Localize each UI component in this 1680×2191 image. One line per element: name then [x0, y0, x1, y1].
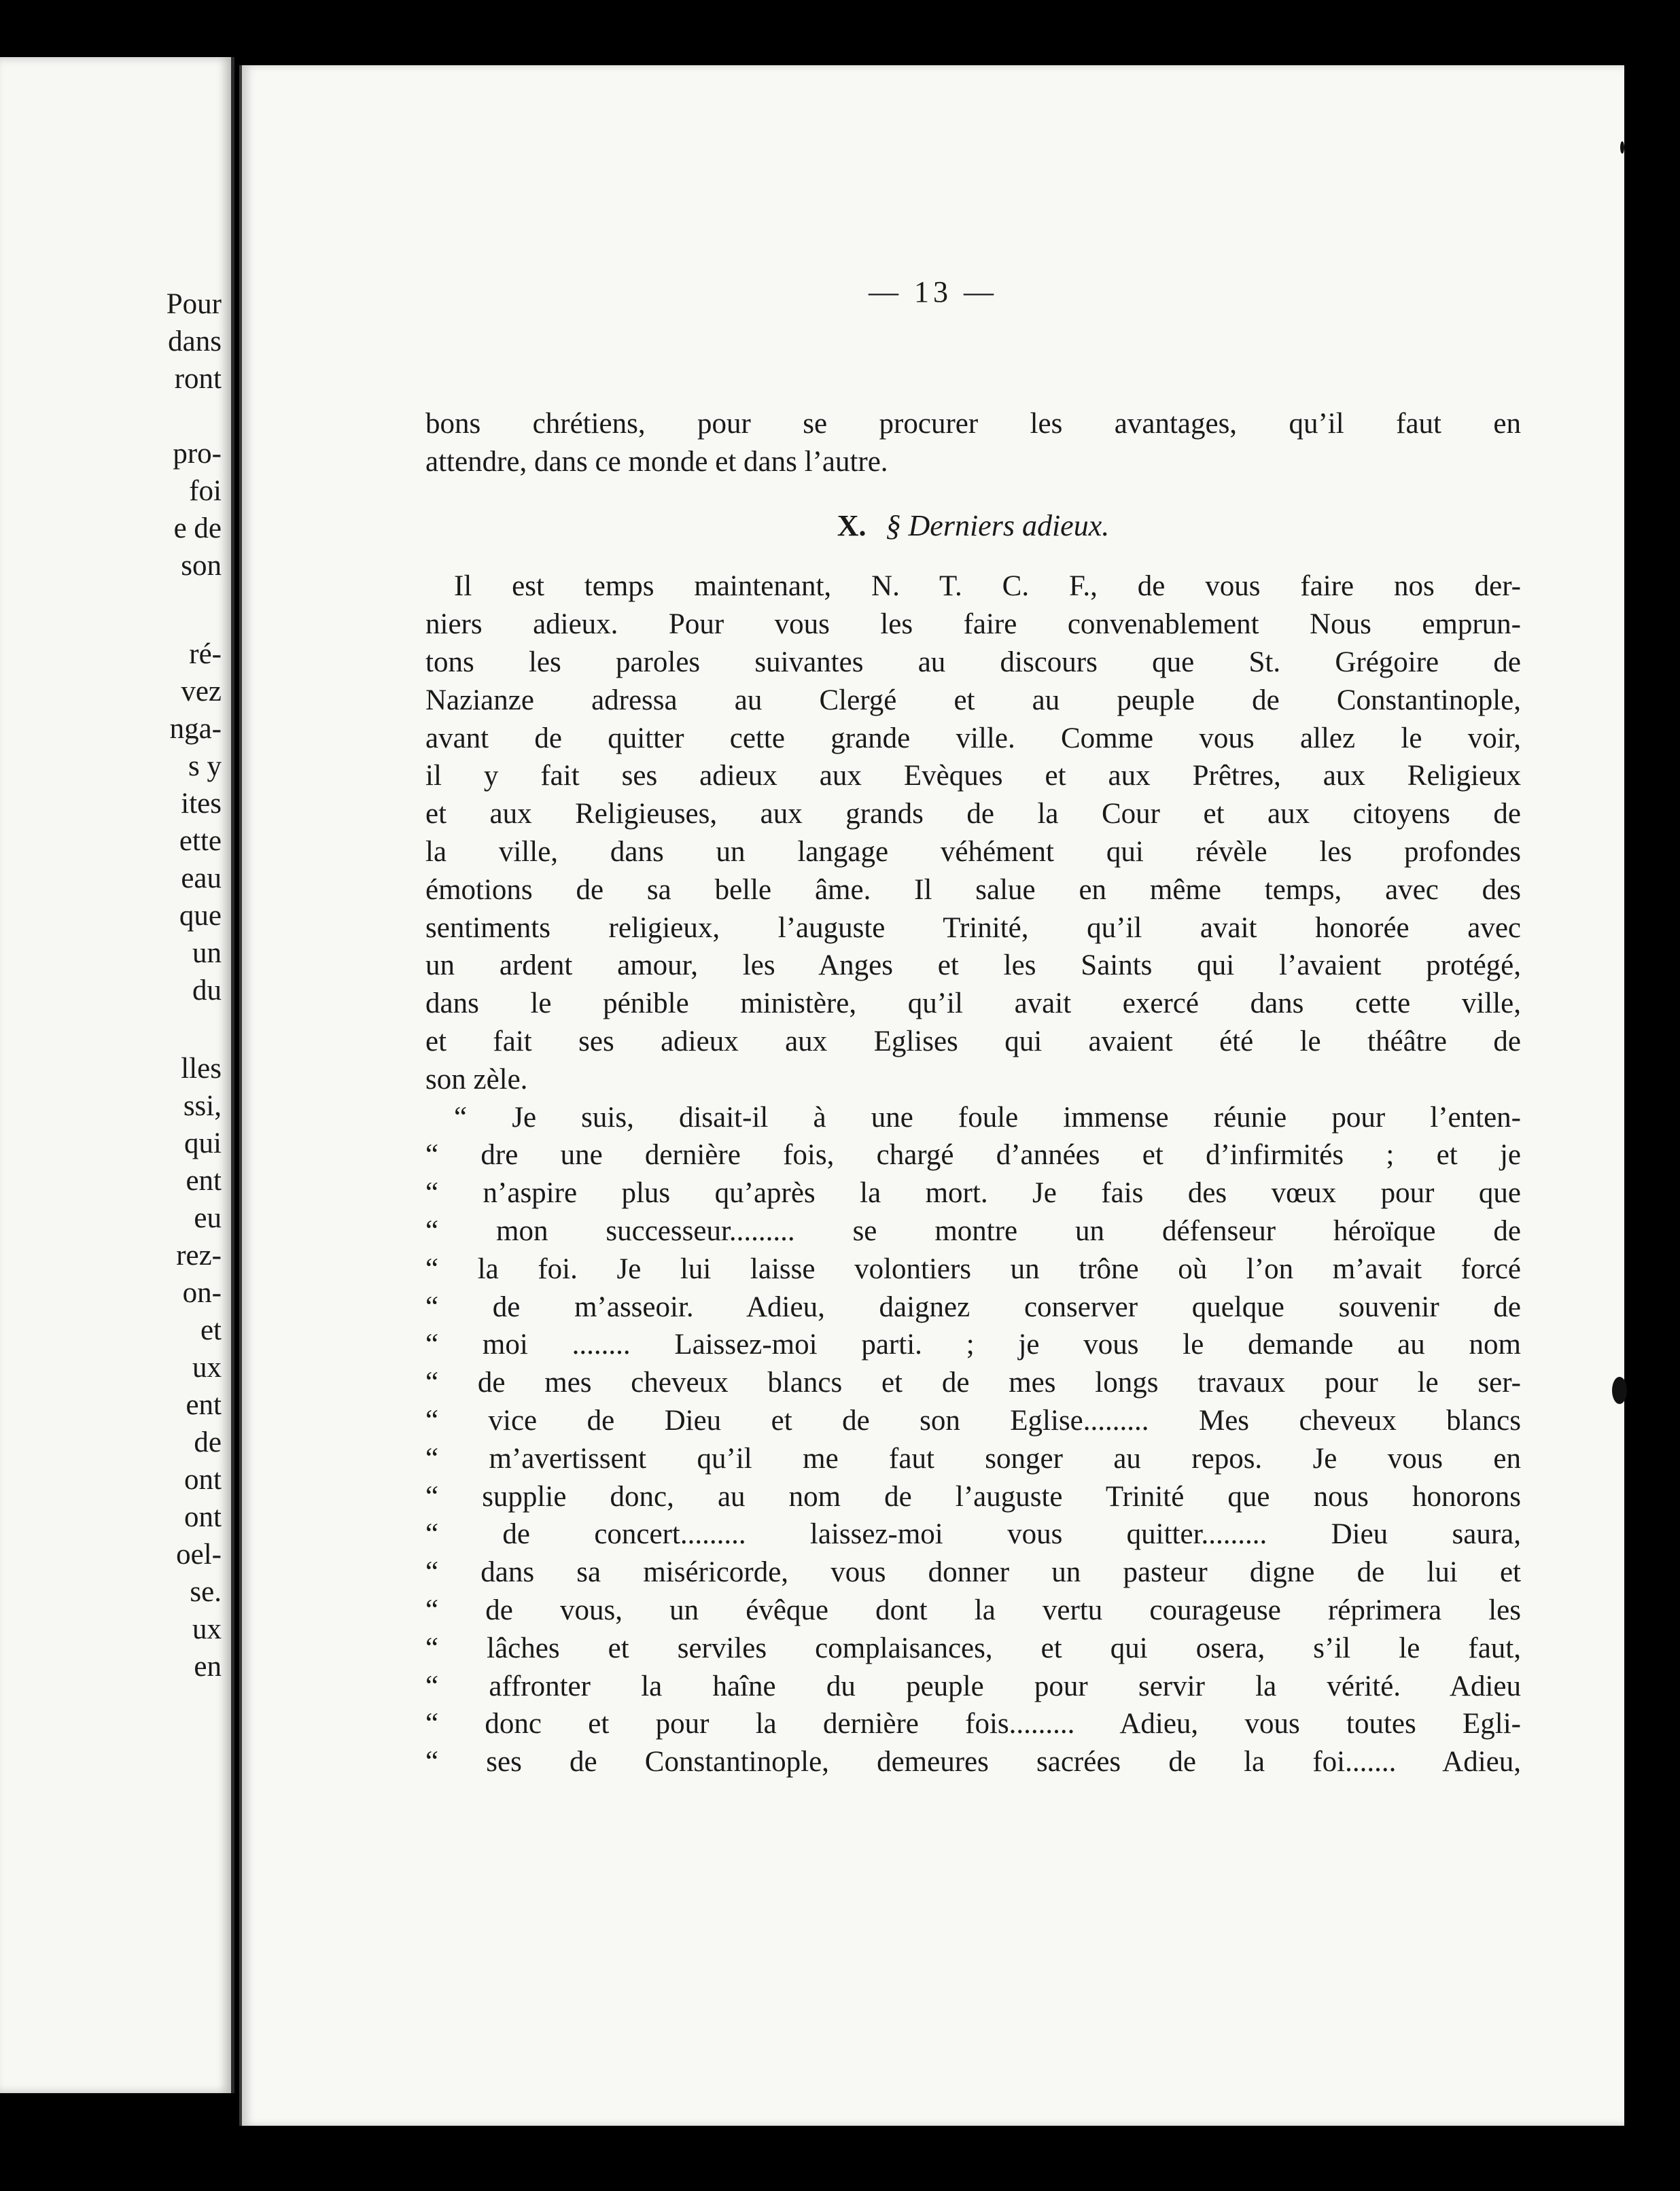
text-line: son zèle. — [425, 1063, 528, 1096]
section-title: § Derniers adieux. — [886, 508, 1110, 542]
left-page-text-fragment: pro- — [173, 438, 222, 470]
text-line: “ mon successeur......... se montre un défenseur héroïque de — [425, 1214, 1521, 1247]
text-line: il y fait ses adieux aux Evèques et aux Prêtres, aux Religieux — [425, 760, 1521, 792]
text-column — [425, 405, 1521, 1781]
text-line: “ lâches et serviles complaisances, et qui osera, s’il le faut, — [425, 1632, 1521, 1664]
left-page-text-fragment: foi — [189, 475, 222, 507]
text-line: “ la foi. Je lui laisse volontiers un trône où l’on m’avait forcé — [425, 1252, 1521, 1285]
text-line: “ moi ........ Laissez-moi parti. ; je vous le demande au nom — [425, 1329, 1521, 1361]
left-page-text-fragment: se. — [190, 1576, 222, 1608]
text-line: “ supplie donc, au nom de l’auguste Trinité que nous honorons — [425, 1480, 1521, 1513]
body-paragraph — [425, 567, 1521, 1098]
intro-paragraph — [425, 405, 1521, 481]
text-line: sentiments religieux, l’auguste Trinité, qu’il avait honorée avec — [425, 911, 1521, 944]
left-page-text-fragment: ont — [184, 1464, 222, 1496]
left-page-text-fragment: ré- — [189, 638, 222, 670]
text-line: “ de vous, un évêque dont la vertu courageuse réprimera les — [425, 1594, 1521, 1626]
left-page-text-fragment: du — [192, 975, 222, 1006]
left-page-text-fragment: Pour — [166, 288, 222, 320]
left-page-text-fragment: oel- — [176, 1539, 222, 1571]
left-page-text-fragment: dans — [168, 326, 222, 357]
text-line: attendre, dans ce monde et dans l’autre. — [425, 445, 888, 478]
text-line: “ m’avertissent qu’il me faut songer au repos. Je vous en — [425, 1442, 1521, 1475]
left-page-text-fragment: ux — [192, 1352, 222, 1384]
ink-speck — [1612, 1377, 1627, 1404]
left-page-text-fragment: e de — [173, 512, 222, 544]
text-line: niers adieux. Pour vous les faire convenablement Nous emprun- — [425, 608, 1521, 641]
text-line: dans le pénible ministère, qu’il avait exercé dans cette ville, — [425, 987, 1521, 1020]
left-page-text-fragment: nga- — [169, 713, 222, 745]
left-page-text-fragment: qui — [184, 1127, 222, 1159]
page-number: — 13 — — [869, 275, 998, 309]
left-page-text-fragment: de — [194, 1426, 222, 1458]
left-page-text-fragment: ssi, — [183, 1090, 222, 1122]
left-page-text-fragment: s y — [188, 750, 222, 782]
text-line: Il est temps maintenant, N. T. C. F., de vous faire nos der- — [454, 570, 1521, 603]
text-line: “ vice de Dieu et de son Eglise......... Mes cheveux blancs — [425, 1404, 1521, 1437]
text-line: “ ses de Constantinople, demeures sacrées de la foi....... Adieu, — [425, 1746, 1521, 1778]
left-page-text-fragment: en — [194, 1651, 222, 1683]
text-line: tons les paroles suivantes au discours que St. Grégoire de — [425, 646, 1521, 678]
text-line: “ dre une dernière fois, chargé d’années et d’infirmités ; et je — [425, 1139, 1521, 1172]
left-page-text-fragment: ent — [186, 1389, 222, 1421]
left-page-text-fragment: ont — [184, 1501, 222, 1533]
text-line: “ affronter la haîne du peuple pour servir la vérité. Adieu — [425, 1670, 1521, 1702]
ink-speck — [1620, 141, 1624, 154]
left-page-edge — [0, 57, 234, 2093]
left-page-text-fragment: et — [200, 1314, 222, 1346]
text-line: la ville, dans un langage véhément qui révèle les profondes — [425, 835, 1521, 868]
left-page-text-fragment: on- — [182, 1277, 222, 1309]
left-page-text-fragment: vez — [181, 676, 222, 707]
left-page-text-fragment: rez- — [176, 1240, 222, 1272]
left-page-text-fragment: son — [181, 550, 222, 582]
text-line: “ de concert......... laissez-moi vous quitter......... Dieu saura, — [425, 1518, 1521, 1551]
text-line: “ de mes cheveux blancs et de mes longs travaux pour le ser- — [425, 1367, 1521, 1399]
text-line: avant de quitter cette grande ville. Comme vous allez le voir, — [425, 722, 1521, 754]
left-page-text-fragment: un — [192, 937, 222, 969]
text-line: “ n’aspire plus qu’après la mort. Je fais des vœux pour que — [425, 1177, 1521, 1210]
left-page-text-fragment: ent — [186, 1165, 222, 1197]
text-line: bons chrétiens, pour se procurer les avantages, qu’il faut en — [425, 408, 1521, 440]
left-page-text-fragment: ette — [179, 825, 222, 857]
section-heading — [425, 507, 1521, 545]
left-page-text-fragment: ites — [181, 788, 222, 820]
text-line: “ donc et pour la dernière fois......... Adieu, vous toutes Egli- — [425, 1708, 1521, 1740]
text-line: émotions de sa belle âme. Il salue en même temps, avec des — [425, 873, 1521, 906]
left-page-text-fragment: lles — [181, 1053, 222, 1085]
left-page-text-fragment: eu — [194, 1202, 222, 1234]
left-page-text-fragment: ux — [192, 1613, 222, 1645]
text-line: “ dans sa miséricorde, vous donner un pasteur digne de lui et — [425, 1556, 1521, 1589]
text-line: et aux Religieuses, aux grands de la Cour et aux citoyens de — [425, 798, 1521, 830]
left-page-text-fragment: que — [179, 900, 222, 932]
left-page-text-fragment: ront — [174, 363, 222, 395]
text-line: Nazianze adressa au Clergé et au peuple de Constantinople, — [425, 684, 1521, 716]
text-line: “ Je suis, disait-il à une foule immense réunie pour l’enten- — [454, 1101, 1521, 1134]
quotation-paragraph — [425, 1099, 1521, 1781]
text-line: un ardent amour, les Anges et les Saints qui l’avaient protégé, — [425, 949, 1521, 982]
text-line: “ de m’asseoir. Adieu, daignez conserver quelque souvenir de — [425, 1291, 1521, 1323]
book-page — [239, 65, 1624, 2126]
text-line: et fait ses adieux aux Eglises qui avaient été le théâtre de — [425, 1025, 1521, 1057]
left-page-text-fragment: eau — [181, 862, 222, 894]
section-number: X. — [837, 508, 867, 542]
